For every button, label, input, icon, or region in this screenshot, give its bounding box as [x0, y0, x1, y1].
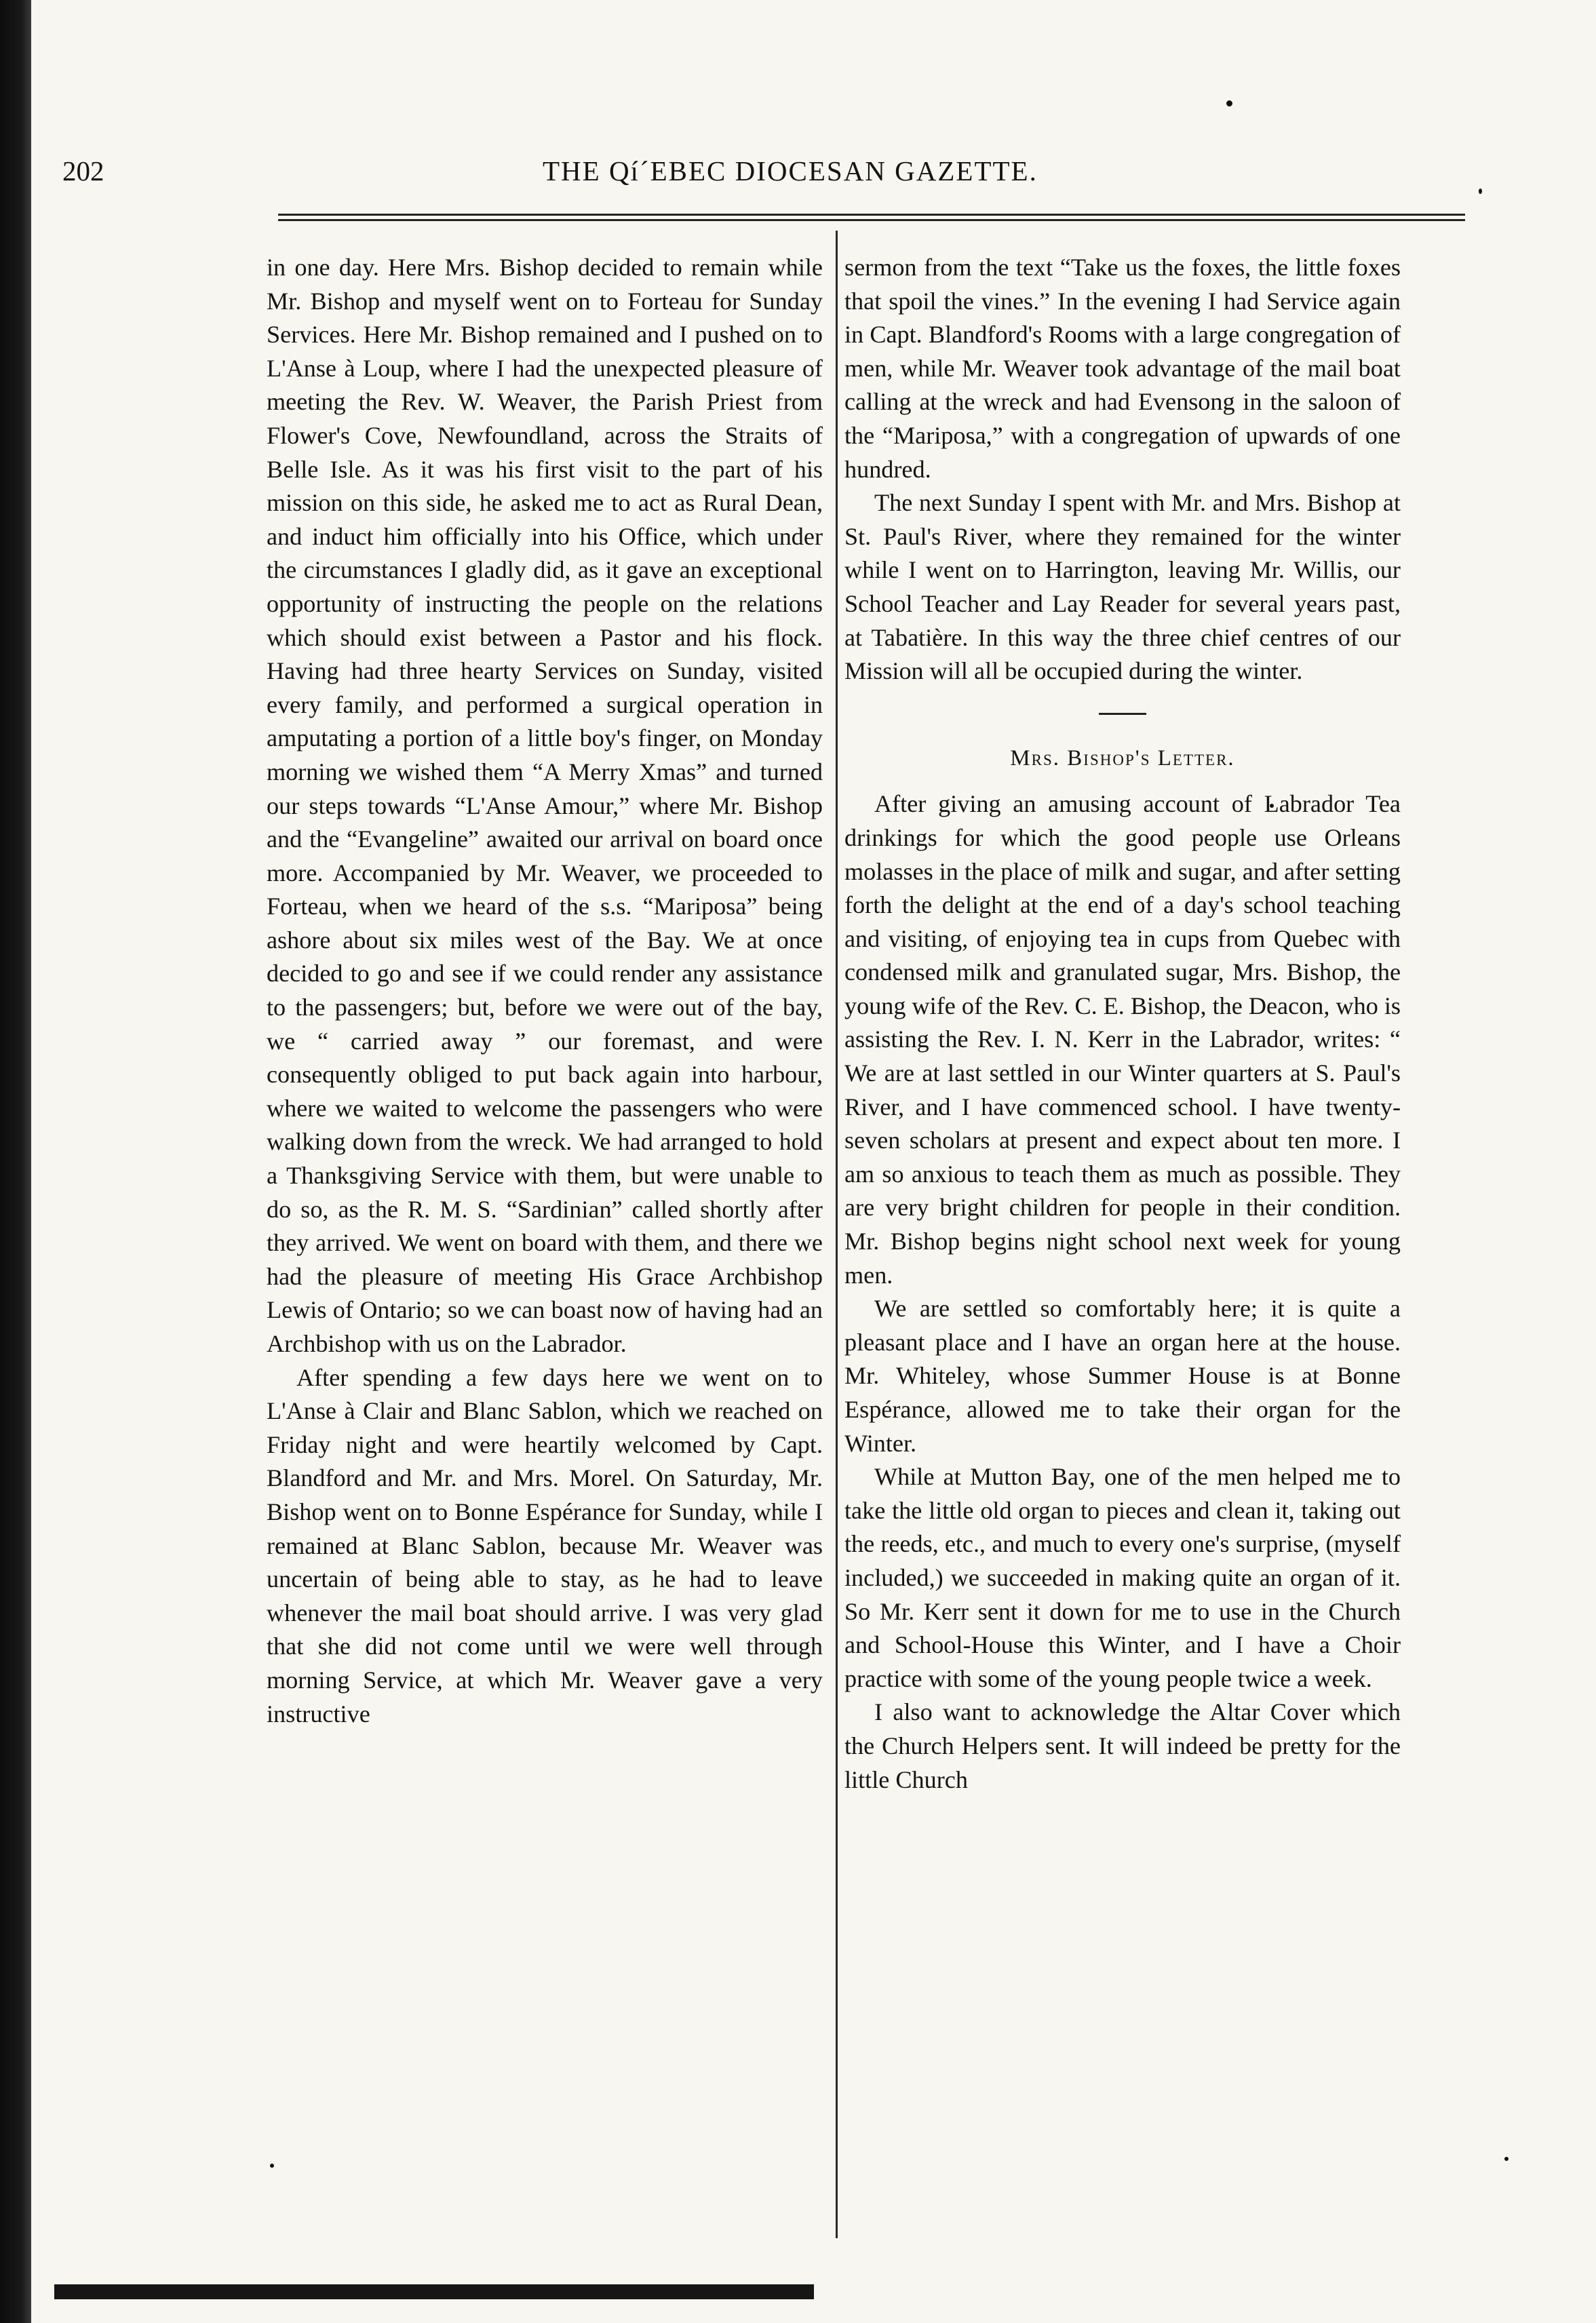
- running-title: THE Qí´EBEC DIOCESAN GAZETTE.: [543, 155, 1038, 187]
- scan-speck: [1479, 189, 1482, 194]
- paragraph: We are settled so comfortably here; it is quite a pleasant place and I have an organ here at the house. Mr. Whiteley, whose Summer House is at Bonne Espérance, allowed me to take their organ for the Winter.: [844, 1295, 1401, 1457]
- paragraph: The next Sunday I spent with Mr. and Mrs. Bishop at St. Paul's River, where they remained for the winter while I went on to Harrington, leaving Mr. Willis, our School Teacher and Lay Reader for several years past, at Tabatière. In this way the three chief centres of our Mission will all be occupied during the winter.: [844, 489, 1401, 685]
- scan-speck: [1504, 2157, 1509, 2161]
- paragraph: in one day. Here Mrs. Bishop decided to remain while Mr. Bishop and myself went on to Forteau for Sunday Services. Here Mr. Bishop remained and I pushed on to L'Anse à Loup, where I had the unexpected pleasure of meeting the Rev. W. Weaver, the Parish Priest from Flower's Cove, Newfoundland, across the Straits of Belle Isle. As it was his first visit to the part of his mission on this side, he asked me to act as Rural Dean, and induct him officially into his Office, which under the circumstances I gladly did, as it gave an exceptional opportunity of instructing the people on the relations which should exist between a Pastor and his flock. Having had three hearty Services on Sunday, visited every family, and performed a surgical operation in amputating a portion of a little boy's finger, on Monday morning we wished them “A Merry Xmas” and turned our steps towards “L'Anse Amour,” where Mr. Bishop and the “Evangeline” awaited our arrival on board once more. Accompanied by Mr. Weaver, we proceeded to Forteau, when we heard of the s.s. “Mariposa” being ashore about six miles west of the Bay. We at once decided to go and see if we could render any assistance to the passengers; but, before we were out of the bay, we “ carried away ” our foremast, and were consequently obliged to put back again into harbour, where we waited to welcome the passengers who were walking down from the wreck. We had arranged to hold a Thanksgiving Service with them, but were unable to do so, as the R. M. S. “Sardinian” called shortly after they arrived. We went on board with them, and there we had the pleasure of meeting His Grace Archbishop Lewis of Ontario; so we can boast now of having had an Archbishop with us on the Labrador.: [267, 254, 823, 1357]
- header-double-rule: [278, 214, 1465, 221]
- section-rule: [1099, 713, 1146, 715]
- paragraph: While at Mutton Bay, one of the men helped me to take the little old organ to pieces and clean it, taking out the reeds, etc., and much to every one's surprise, (myself included,) we succeeded in making quite an organ of it. So Mr. Kerr sent it down for me to use in the Church and School-House this Winter, and I have a Choir practice with some of the young people twice a week.: [844, 1463, 1401, 1692]
- scan-speck: [1226, 100, 1232, 106]
- scan-edge-left: [0, 0, 31, 2323]
- paragraph: After spending a few days here we went on to L'Anse à Clair and Blanc Sablon, which we reached on Friday night and were heartily welcomed by Capt. Blandford and Mr. and Mrs. Morel. On Saturday, Mr. Bishop went on to Bonne Espérance for Sunday, while I remained at Blanc Sablon, because Mr. Weaver was uncertain of being able to stay, as he had to leave whenever the mail boat should arrive. I was very glad that she did not come until we were well through morning Service, at which Mr. Weaver gave a very instructive: [267, 1363, 823, 1727]
- section-heading: Mrs. Bishop's Letter.: [1010, 745, 1235, 770]
- right-column: [844, 251, 1401, 1797]
- paragraph: sermon from the text “Take us the foxes, the little foxes that spoil the vines.” In the evening I had Service again in Capt. Blandford's Rooms with a large congregation of men, while Mr. Weaver took advantage of the mail boat calling at the wreck and had Evensong in the saloon of the “Mariposa,” with a congregation of upwards of one hundred.: [844, 254, 1401, 483]
- scan-speck: [270, 2164, 274, 2168]
- page-number: 202: [62, 155, 104, 187]
- left-column: [267, 251, 823, 1731]
- paragraph: I also want to acknowledge the Altar Cover which the Church Helpers sent. It will indeed be pretty for the little Church: [844, 1698, 1401, 1793]
- paragraph: After giving an amusing account of Labrador Tea drinkings for which the good people use Orleans molasses in the place of milk and sugar, and after setting forth the delight at the end of a day's school teaching and visiting, of enjoying tea in cups from Quebec with condensed milk and granulated sugar, Mrs. Bishop, the young wife of the Rev. C. E. Bishop, the Deacon, who is assisting the Rev. I. N. Kerr in the Labrador, writes: “ We are at last settled in our Winter quarters at S. Paul's River, and I have commenced school. I have twenty-seven scholars at present and expect about ten more. I am so anxious to teach them as much as possible. They are very bright children for people in their condition. Mr. Bishop begins night school next week for young men.: [844, 790, 1401, 1289]
- scan-edge-bottom: [54, 2284, 814, 2299]
- column-divider: [836, 231, 838, 2238]
